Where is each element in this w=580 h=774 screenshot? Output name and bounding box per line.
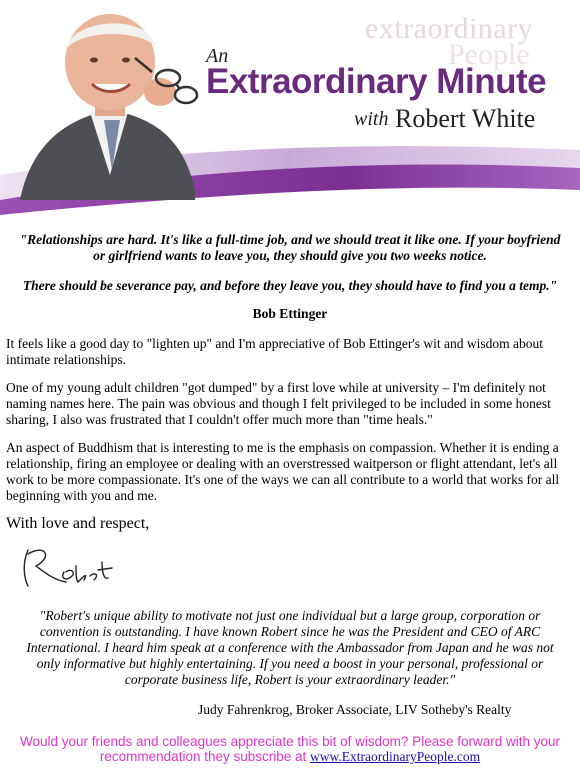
author-name: Robert White [395,104,536,133]
newsletter-body [6,232,574,718]
paragraph-1: It feels like a good day to "lighten up" and I'm appreciative of Bob Ettinger's wit and wisdom about intimate relationships. [6,336,544,367]
title-with: with [354,108,389,130]
testimonial-attribution: Judy Fahrenkrog, Broker Associate, LIV Sotheby's Realty [198,702,512,717]
title-prefix: An [206,45,229,67]
quote-line-2: There should be severance pay, and before they leave you, they should have to find you a temp." [22,278,558,293]
quote-author: Bob Ettinger [252,306,328,321]
footer-cta [0,734,580,764]
closing-line: With love and respect, [6,515,150,532]
portrait-photo [20,14,197,200]
header-banner [0,0,580,215]
brand-logo-watermark-line2: People [448,38,530,71]
paragraph-2: One of my young adult children "got dumped" by a first love while at university – I'm definitely not naming names here. The pain was obvious and though I felt privileged to be included in some honest sharing, I also was frustrated that I couldn't offer much more than "time heals." [6,380,551,427]
testimonial-quote: "Robert's unique ability to motivate not just one individual but a large group, corporation or convention is outstanding. I have known Robert since he was the President and CEO of ARC International. I heard him speak at a conference with the Ambassador from Japan and he was not only informative but highly entertaining. If you need a boost in your personal, professional or corporate business life, Robert is your extraordinary leader." [26,608,554,687]
quote-line-1: "Relationships are hard. It's like a full-time job, and we should treat it like one. If your boyfriend or girlfriend wants to leave you, they should give you two weeks notice. [19,232,561,263]
paragraph-3: An aspect of Buddhism that is interesting to me is the emphasis on compassion. Whether it is ending a relationship, firing an employee or dealing with an overstressed waitperson or flight attendant, let's all work to be more compassionate. It's one of the ways we can all contribute to a world that works for all beginning with you and me. [6,440,560,503]
subscribe-link[interactable]: www.ExtraordinaryPeople.com [310,749,481,764]
signature-image [14,542,134,592]
footer-text: Would your friends and colleagues appreciate this bit of wisdom? Please forward with your recommendation they subscribe at [19,734,561,764]
newsletter-title: Extraordinary Minute [206,62,547,101]
brand-logo-watermark: extraordinary [365,12,534,45]
